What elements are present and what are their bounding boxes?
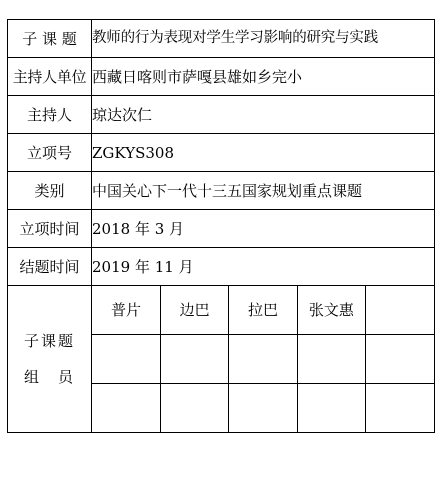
host-unit-value: 西藏日喀则市萨嘎县雄如乡完小	[92, 58, 435, 96]
row-end-date	[8, 248, 435, 286]
member-cell: 张文惠	[297, 286, 365, 335]
row-start-date	[8, 210, 435, 248]
row-project-no	[8, 134, 435, 172]
row-host	[8, 96, 435, 134]
project-info-table	[7, 19, 435, 433]
member-cell	[366, 335, 434, 384]
category-label: 类别	[8, 172, 92, 210]
members-grid	[92, 286, 434, 432]
subtopic-label: 子 课 题	[8, 20, 92, 58]
start-date-label: 立项时间	[8, 210, 92, 248]
member-cell: 普片	[92, 286, 160, 335]
member-cell	[92, 335, 160, 384]
member-cell: 拉巴	[229, 286, 297, 335]
member-cell	[160, 335, 228, 384]
members-label-line2: 组 员	[23, 368, 75, 386]
row-subtopic	[8, 20, 435, 58]
members-row-2	[92, 335, 434, 384]
host-unit-label: 主持人单位	[8, 58, 92, 96]
member-cell	[229, 384, 297, 433]
member-cell	[366, 384, 434, 433]
project-no-label: 立项号	[8, 134, 92, 172]
category-value: 中国关心下一代十三五国家规划重点课题	[92, 172, 435, 210]
subtopic-value: 教师的行为表现对学生学习影响的研究与实践	[92, 20, 435, 58]
member-cell: 边巴	[160, 286, 228, 335]
end-date-value: 2019 年 11 月	[92, 248, 435, 286]
host-value: 琼达次仁	[92, 96, 435, 134]
member-cell	[229, 335, 297, 384]
members-grid-cell	[92, 286, 435, 433]
members-label-line1: 子课题	[23, 332, 75, 350]
member-cell	[160, 384, 228, 433]
member-cell	[366, 286, 434, 335]
members-label	[8, 286, 92, 433]
project-no-value: ZGKYS308	[92, 134, 435, 172]
row-host-unit	[8, 58, 435, 96]
members-row-1	[92, 286, 434, 335]
row-members	[8, 286, 435, 433]
start-date-value: 2018 年 3 月	[92, 210, 435, 248]
host-label: 主持人	[8, 96, 92, 134]
members-row-3	[92, 384, 434, 433]
member-cell	[92, 384, 160, 433]
member-cell	[297, 384, 365, 433]
member-cell	[297, 335, 365, 384]
row-category	[8, 172, 435, 210]
end-date-label: 结题时间	[8, 248, 92, 286]
